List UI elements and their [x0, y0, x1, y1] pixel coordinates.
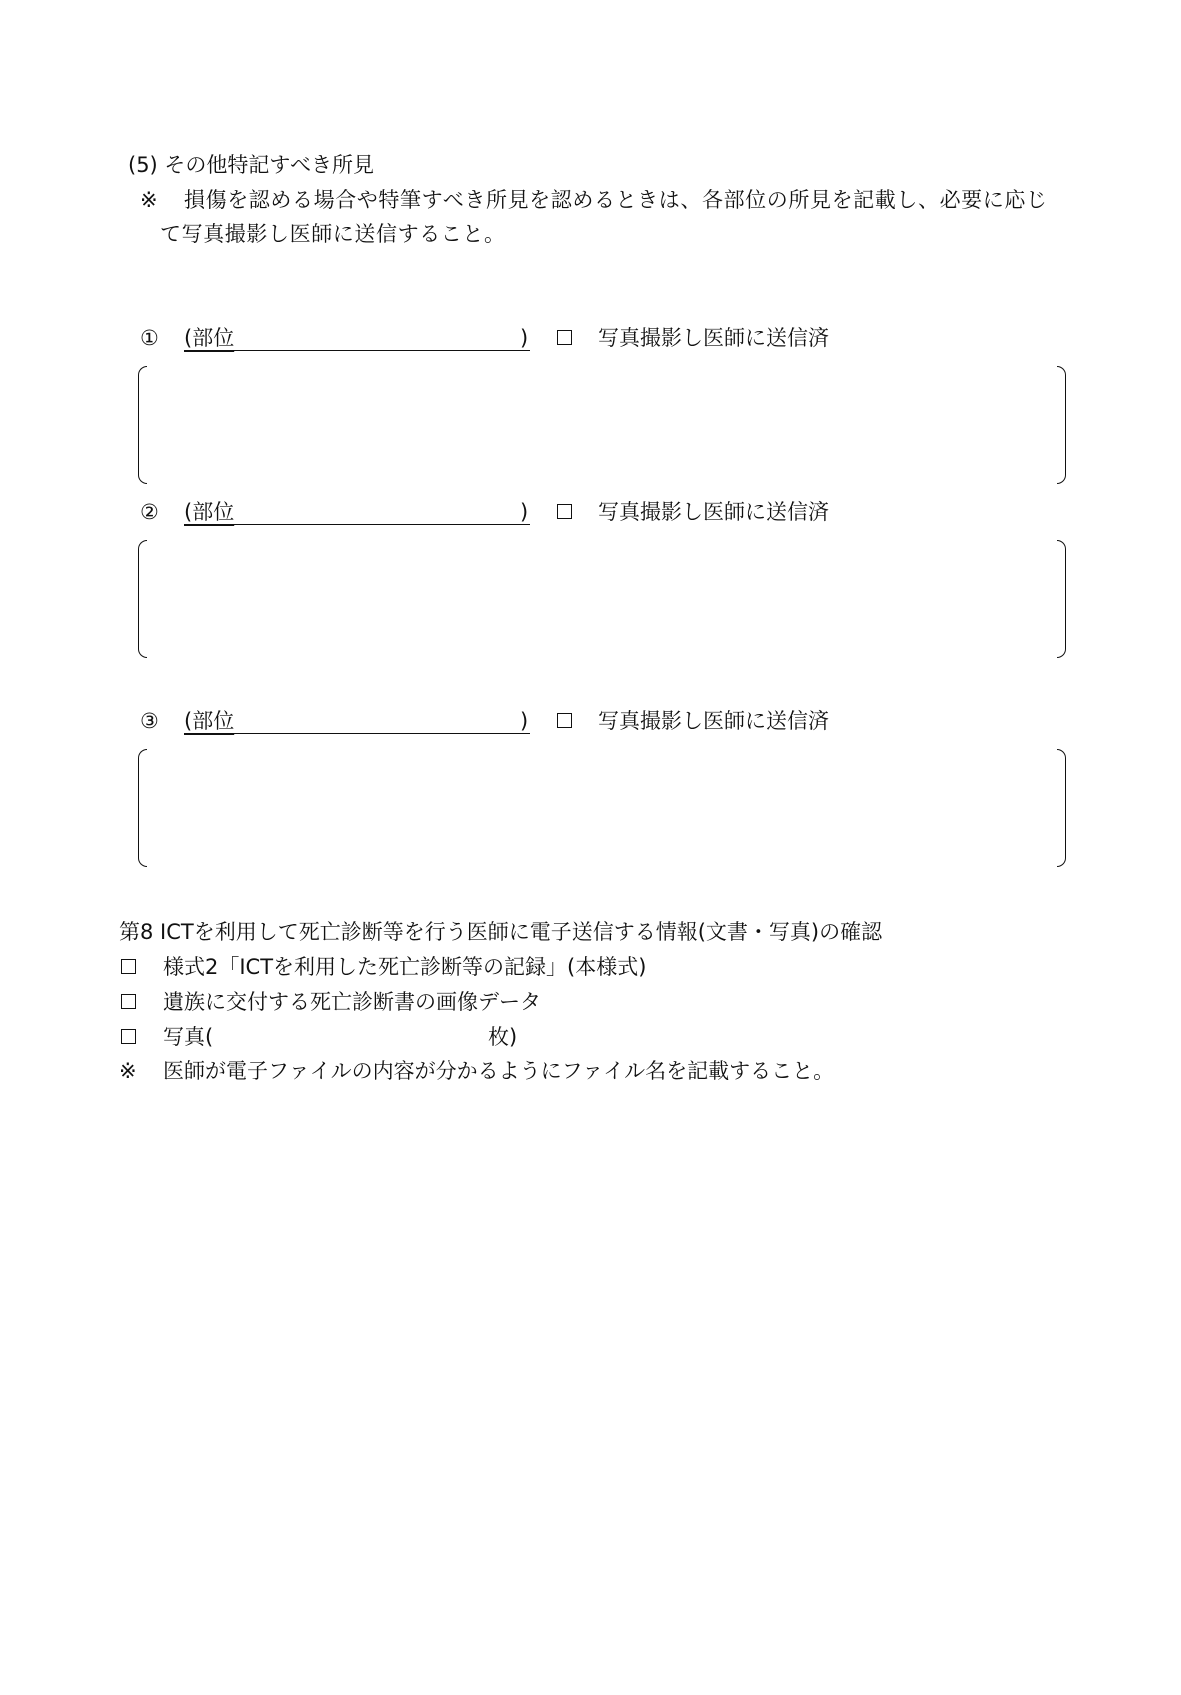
section-8-item-1: [119, 957, 1019, 981]
photo-sent-checkbox[interactable]: [557, 330, 572, 345]
right-bracket: [1057, 749, 1066, 867]
section-5-note-line-1: 損傷を認める場合や特筆すべき所見を認めるときは、各部位の所見を記載し、必要に応じ: [184, 188, 1048, 212]
section-5-title: (5) その他特記すべき所見: [128, 153, 375, 177]
photo-sent-checkbox[interactable]: [557, 713, 572, 728]
item-checkbox[interactable]: [121, 994, 136, 1009]
note-mark: ※: [119, 1059, 137, 1083]
photo-sent-label: 写真撮影し医師に送信済: [598, 326, 829, 350]
finding-row-1: [0, 328, 1181, 358]
item-label: 写真(: [163, 1025, 214, 1049]
right-bracket: [1057, 366, 1066, 484]
section-8-item-3: [119, 1027, 1019, 1051]
left-bracket: [138, 366, 147, 484]
finding-number: ①: [140, 326, 159, 350]
finding-row-3: [0, 711, 1181, 741]
finding-text-area-1[interactable]: [138, 366, 1066, 486]
site-label: (部位: [184, 709, 235, 733]
item-checkbox[interactable]: [121, 1029, 136, 1044]
site-close-paren: ): [520, 326, 529, 350]
photo-sent-checkbox[interactable]: [557, 504, 572, 519]
item-label: 様式2「ICTを利用した死亡診断等の記録」(本様式): [163, 955, 647, 979]
left-bracket: [138, 540, 147, 658]
item-checkbox[interactable]: [121, 959, 136, 974]
finding-text-area-3[interactable]: [138, 749, 1066, 869]
right-bracket: [1057, 540, 1066, 658]
site-input-line[interactable]: [232, 350, 530, 351]
section-8-item-2: [119, 992, 1019, 1016]
finding-row-2: [0, 502, 1181, 532]
photo-sent-label: 写真撮影し医師に送信済: [598, 500, 829, 524]
section-8-note: 医師が電子ファイルの内容が分かるようにファイル名を記載すること。: [163, 1059, 835, 1083]
photo-count-suffix: 枚): [488, 1025, 518, 1049]
site-label: (部位: [184, 500, 235, 524]
finding-number: ②: [140, 500, 159, 524]
site-label: (部位: [184, 326, 235, 350]
site-input-line[interactable]: [232, 733, 530, 734]
finding-number: ③: [140, 709, 159, 733]
section-5-note-line-2: て写真撮影し医師に送信すること。: [160, 222, 506, 246]
site-close-paren: ): [520, 709, 529, 733]
finding-text-area-2[interactable]: [138, 540, 1066, 660]
item-label: 遺族に交付する死亡診断書の画像データ: [163, 990, 541, 1014]
note-mark: ※: [140, 188, 158, 212]
left-bracket: [138, 749, 147, 867]
photo-sent-label: 写真撮影し医師に送信済: [598, 709, 829, 733]
section-8-title: 第8 ICTを利用して死亡診断等を行う医師に電子送信する情報(文書・写真)の確認: [119, 920, 883, 944]
site-input-line[interactable]: [232, 524, 530, 525]
site-close-paren: ): [520, 500, 529, 524]
